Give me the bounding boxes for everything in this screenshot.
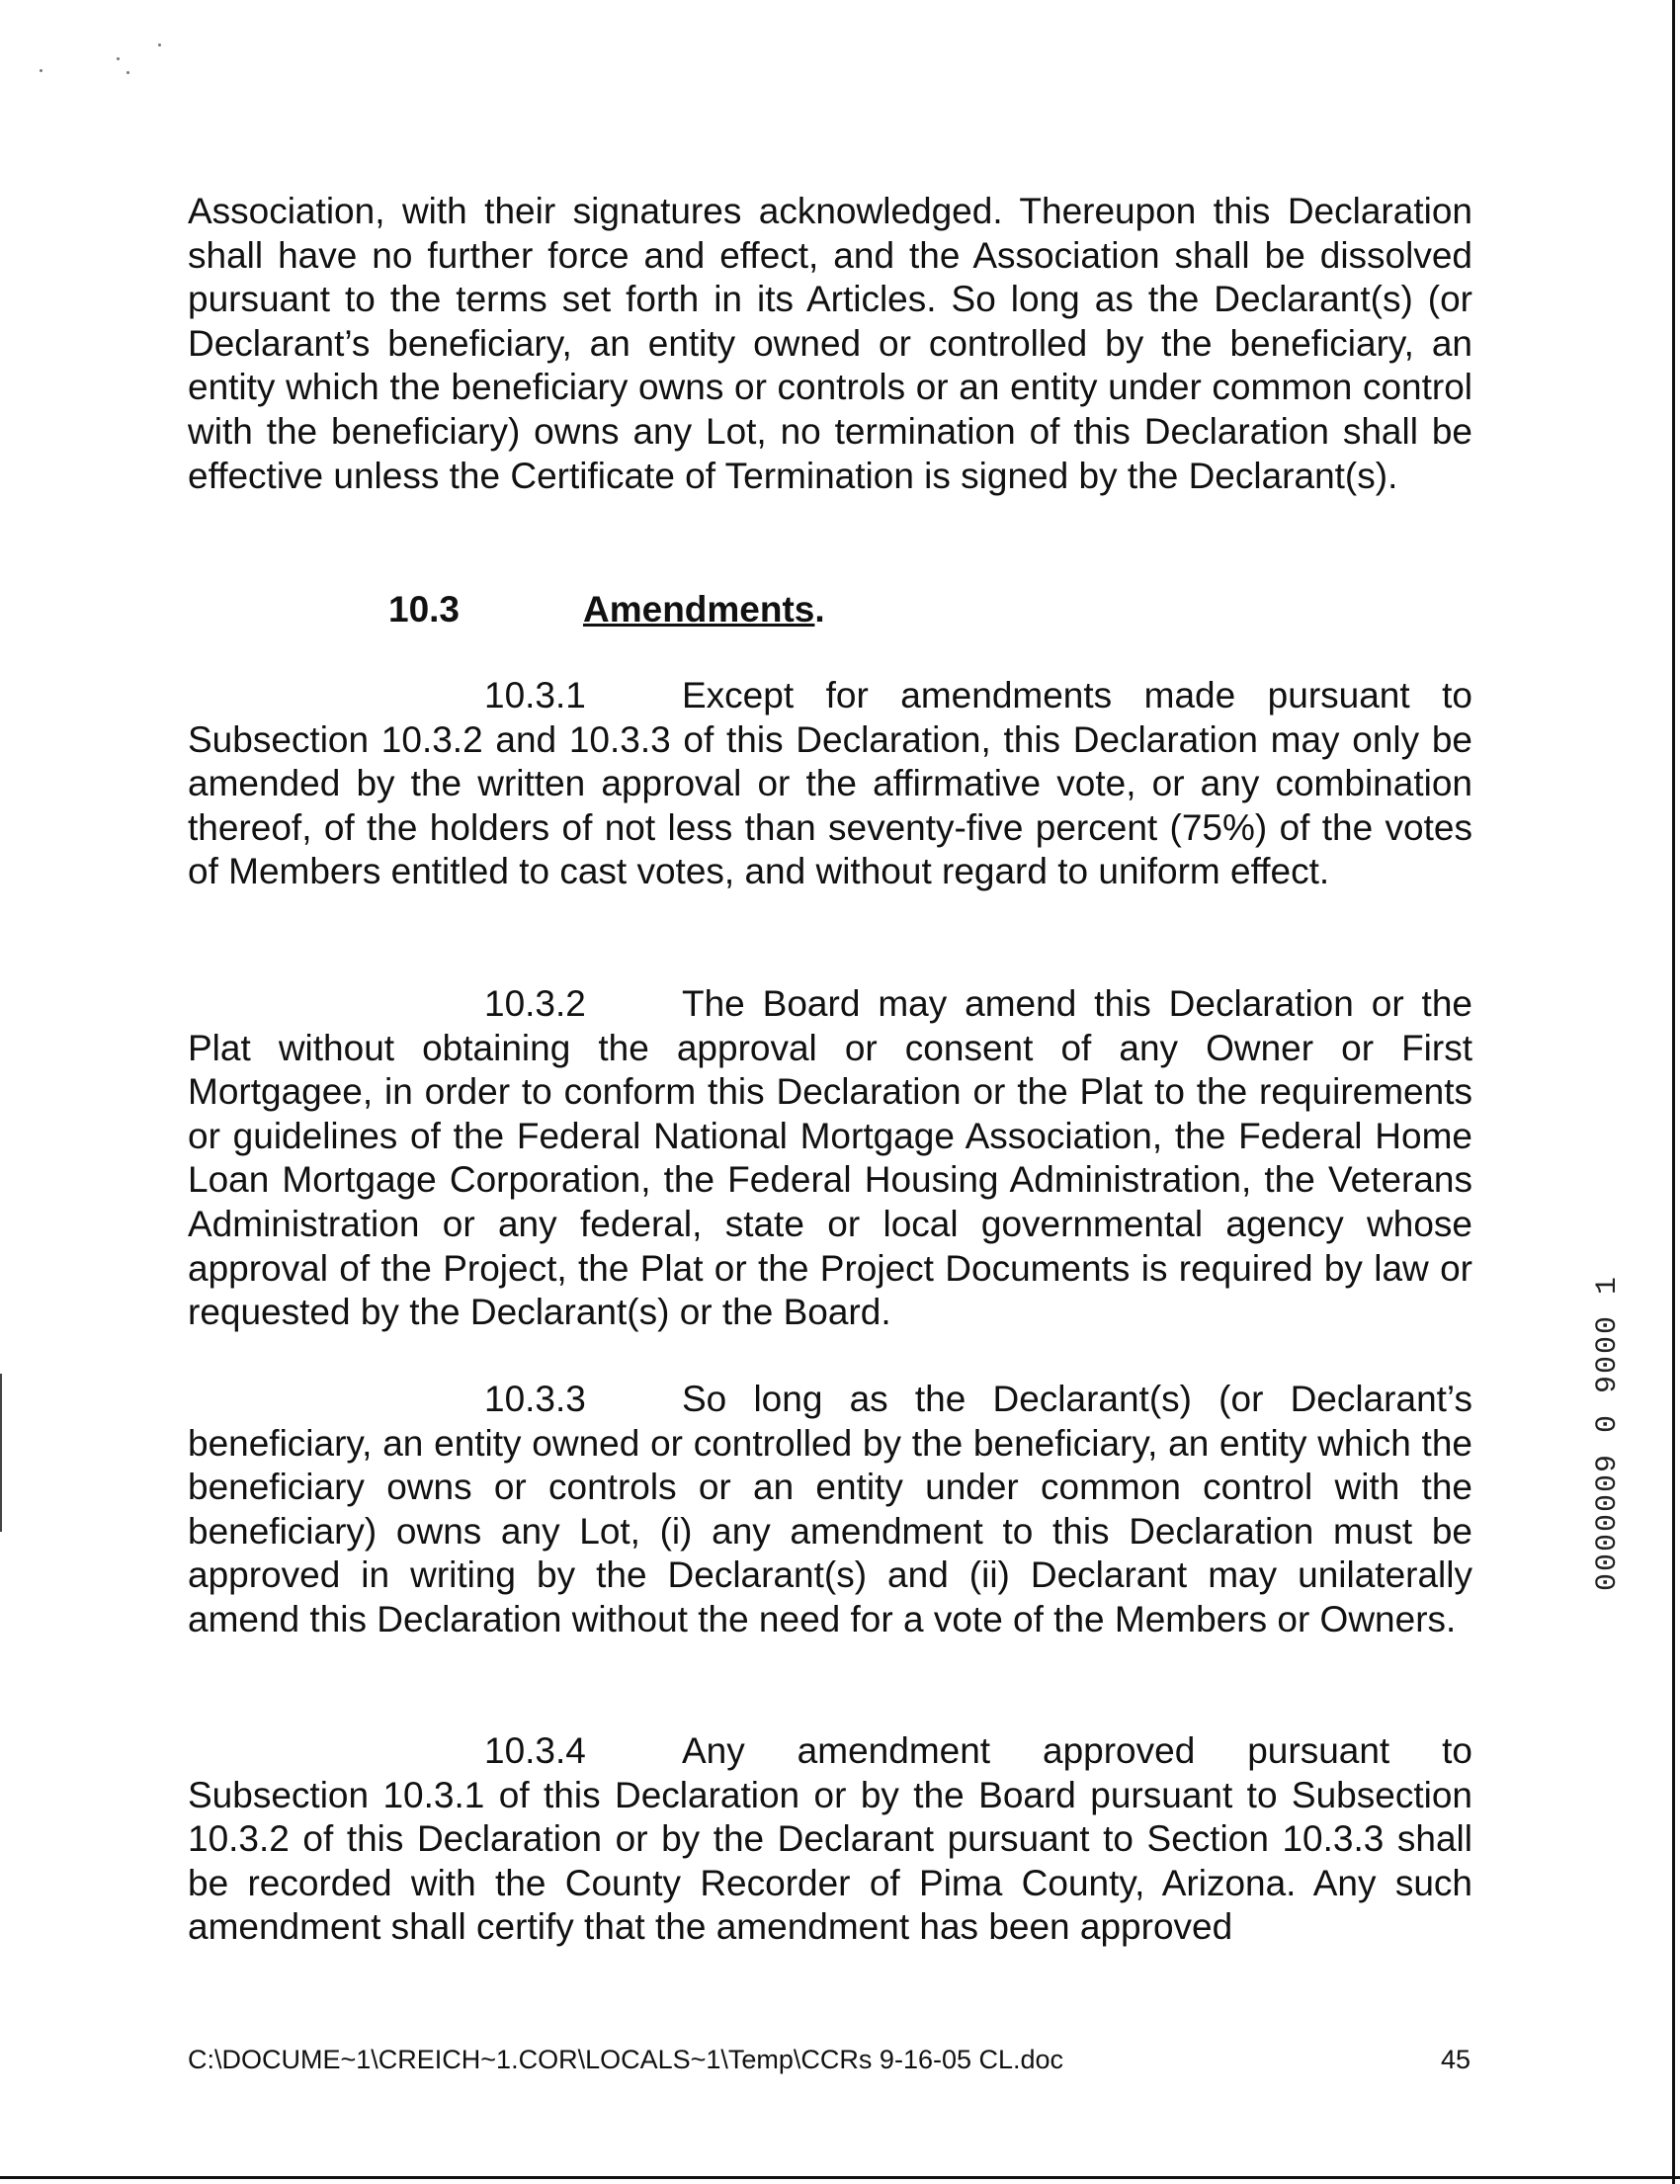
section-title-text: Amendments	[583, 589, 815, 630]
scan-edge-left	[0, 1374, 2, 1532]
section-number: 10.3	[388, 589, 461, 630]
paragraph-number: 10.3.4	[484, 1730, 586, 1771]
section-title-suffix: .	[814, 589, 825, 630]
paragraph-10-3-4	[188, 1729, 1472, 1950]
paragraph-text: Except for amendments made pursuant to Subsection 10.3.2 and 10.3.3 of this Declaration, this Declaration may only be amended by the written approval or the affirmative vote, or any combination thereof, of the holders of not less than seventy-five percent (75%) of the votes of Members entitled to cast votes, and without regard to uniform effect.	[188, 675, 1472, 892]
paragraph-10-3-1	[188, 674, 1472, 894]
scan-speck	[158, 43, 161, 46]
paragraph-number: 10.3.3	[484, 1379, 586, 1419]
paragraph-text: So long as the Declarant(s) (or Declarant’s beneficiary, an entity owned or controlled by the beneficiary, an entity which the beneficiary owns or controls or an entity under common control with the beneficiary) owns any Lot, (i) any amendment to this Declaration must be approved in writing by the Declarant(s) and (ii) Declarant may unilaterally amend this Declaration without the need for a vote of the Members or Owners.	[188, 1379, 1472, 1639]
scan-speck	[40, 69, 42, 72]
footer-file-path: C:\DOCUME~1\CREICH~1.COR\LOCALS~1\Temp\CCRs 9-16-05 CL.doc	[188, 2045, 1064, 2074]
scan-edge-bottom	[0, 2176, 1680, 2179]
scan-speck	[126, 71, 129, 74]
paragraph-number: 10.3.2	[484, 983, 586, 1024]
scan-speck	[117, 57, 120, 60]
page-number: 45	[1441, 2045, 1471, 2074]
paragraph-text: Any amendment approved pursuant to Subsection 10.3.1 of this Declaration or by the Board pursuant to Subsection 10.3.2 of this Declaration or by the Declarant pursuant to Section 10.3.3 shall be recorded with the County Recorder of Pima County, Arizona. Any such amendment shall certify that the amendment has been approved	[188, 1730, 1472, 1948]
paragraph-text: The Board may amend this Declaration or the Plat without obtaining the approval or consent of any Owner or First Mortgagee, in order to conform this Declaration or the Plat to the requirements or guidelines of the Federal National Mortgage Association, the Federal Home Loan Mortgage Corporation, the Federal Housing Administration, the Veterans Administration or any federal, state or local governmental agency whose approval of the Project, the Plat or the Project Documents is required by law or requested by the Declarant(s) or the Board.	[188, 983, 1472, 1333]
paragraph-number: 10.3.1	[484, 675, 586, 715]
scan-edge-right	[1672, 0, 1675, 2184]
paragraph-termination: Association, with their signatures acknowledged. Thereupon this Declaration shall have no further force and effect, and the Association shall be dissolved pursuant to the terms set forth in its Articles. So long as the Declarant(s) (or Declarant’s beneficiary, an entity owned or controlled by the beneficiary, an entity which the beneficiary owns or controls or an entity under common control with the beneficiary) owns any Lot, no termination of this Declaration shall be effective unless the Certificate of Termination is signed by the Declarant(s).	[188, 191, 1472, 496]
bates-stamp: 0000009 0 9000 1	[1591, 1274, 1625, 1591]
section-title	[583, 588, 825, 631]
paragraph-10-3-2	[188, 982, 1472, 1335]
paragraph-10-3-3	[188, 1378, 1472, 1642]
